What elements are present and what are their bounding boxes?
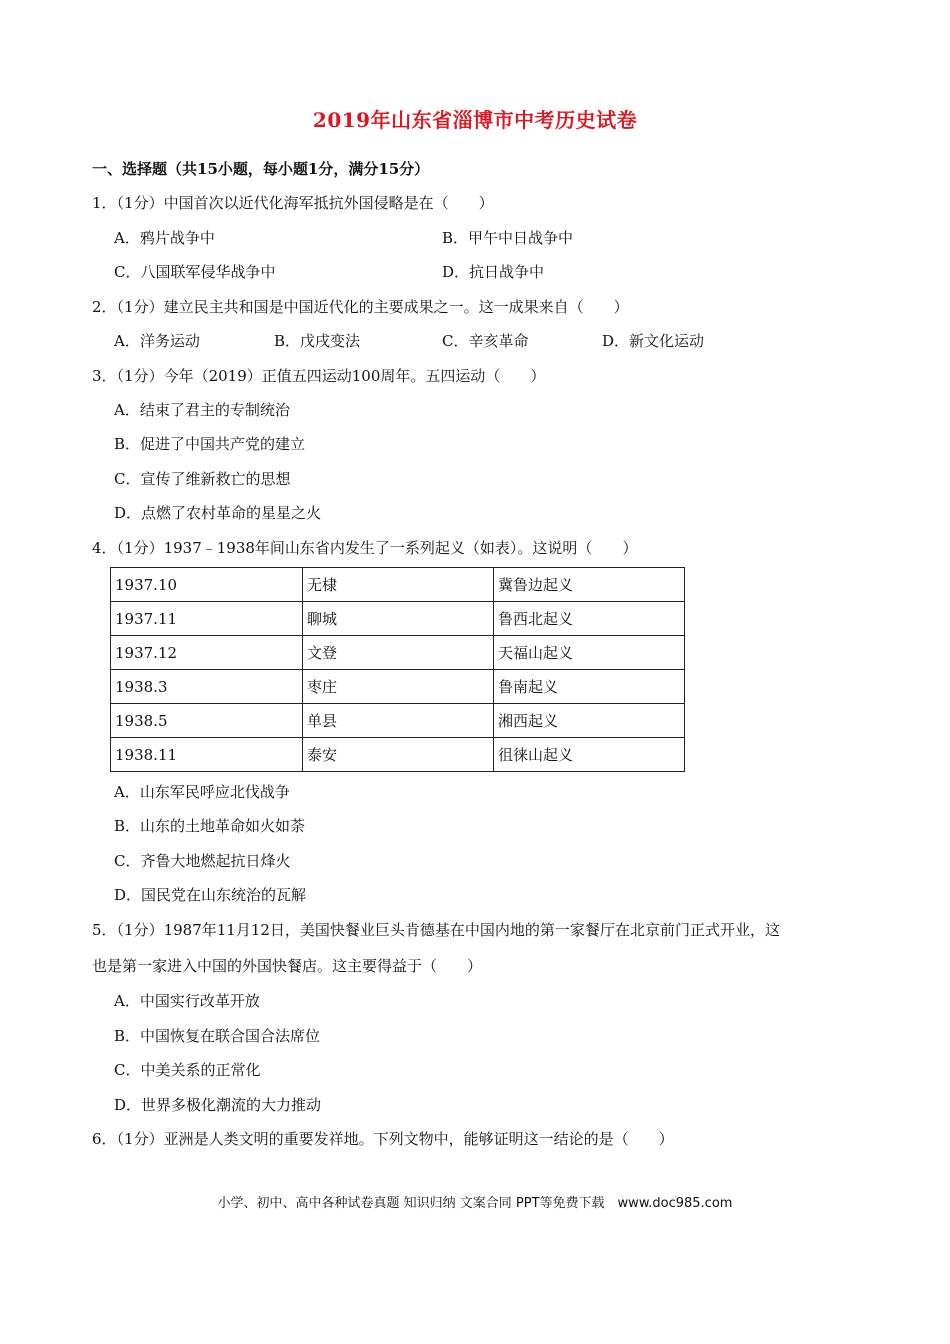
question-4-option-b: B．山东的土地革命如火如荼	[114, 817, 306, 835]
question-3-option-d: D．点燃了农村革命的星星之火	[114, 504, 322, 522]
question-2-option-d: D．新文化运动	[602, 332, 705, 350]
question-5-option-b: B．中国恢复在联合国合法席位	[114, 1027, 321, 1045]
table-cell-date: 1937.12	[111, 636, 303, 670]
table-cell-date: 1938.11	[111, 738, 303, 772]
table-cell-place: 泰安	[303, 738, 494, 772]
question-3-stem: 3．（1分）今年（2019）正值五四运动100周年。五四运动（ ）	[92, 367, 546, 385]
question-4-option-d: D．国民党在山东统治的瓦解	[114, 886, 307, 904]
table-row	[111, 704, 685, 738]
question-5-option-c: C．中美关系的正常化	[114, 1061, 261, 1079]
table-cell-event: 徂徕山起义	[494, 738, 685, 772]
question-5-option-a: A．中国实行改革开放	[114, 992, 260, 1010]
question-1-stem: 1．（1分）中国首次以近代化海军抵抗外国侵略是在（ ）	[92, 194, 494, 212]
question-2-option-c: C．辛亥革命	[442, 332, 529, 350]
question-5-stem-line-2: 也是第一家进入中国的外国快餐店。这主要得益于（ ）	[92, 957, 483, 975]
question-1-option-d: D．抗日战争中	[442, 263, 545, 281]
table-cell-place: 聊城	[303, 602, 494, 636]
page-footer: 小学、初中、高中各种试卷真题 知识归纳 文案合同 PPT等免费下载 www.doc985.com	[217, 1196, 733, 1211]
table-cell-date: 1938.3	[111, 670, 303, 704]
table-cell-date: 1937.10	[111, 568, 303, 602]
table-row	[111, 636, 685, 670]
question-1-option-a: A．鸦片战争中	[114, 229, 215, 247]
question-3-option-c: C．宣传了维新救亡的思想	[114, 470, 291, 488]
table-cell-place: 枣庄	[303, 670, 494, 704]
table-cell-event: 湘西起义	[494, 704, 685, 738]
question-2-option-b: B．戊戌变法	[274, 332, 361, 350]
table-cell-date: 1938.5	[111, 704, 303, 738]
question-4-stem: 4．（1分）1937﹣1938年间山东省内发生了一系列起义（如表）。这说明（ ）	[92, 539, 638, 557]
question-3-option-a: A．结束了君主的专制统治	[114, 401, 290, 419]
table-cell-event: 冀鲁边起义	[494, 568, 685, 602]
question-5-stem-line-1: 5．（1分）1987年11月12日，美国快餐业巨头肯德基在中国内地的第一家餐厅在北京前门正式开业，这	[92, 921, 780, 939]
question-4-option-a: A．山东军民呼应北伐战争	[114, 783, 290, 801]
question-1-option-b: B．甲午中日战争中	[442, 229, 574, 247]
question-2-option-a: A．洋务运动	[114, 332, 200, 350]
table-cell-place: 单县	[303, 704, 494, 738]
question-6-stem: 6．（1分）亚洲是人类文明的重要发祥地。下列文物中，能够证明这一结论的是（ ）	[92, 1130, 674, 1148]
table-cell-event: 天福山起义	[494, 636, 685, 670]
question-4-option-c: C．齐鲁大地燃起抗日烽火	[114, 852, 291, 870]
question-5-option-d: D．世界多极化潮流的大力推动	[114, 1096, 322, 1114]
uprisings-table	[110, 567, 685, 772]
table-cell-place: 文登	[303, 636, 494, 670]
page-title: 2019年山东省淄博市中考历史试卷	[312, 108, 638, 132]
table-row	[111, 738, 685, 772]
table-row	[111, 602, 685, 636]
section-heading: 一、选择题（共15小题，每小题1分，满分15分）	[92, 160, 430, 178]
question-3-option-b: B．促进了中国共产党的建立	[114, 435, 306, 453]
question-2-stem: 2．（1分）建立民主共和国是中国近代化的主要成果之一。这一成果来自（ ）	[92, 298, 629, 316]
table-cell-event: 鲁西北起义	[494, 602, 685, 636]
table-row	[111, 670, 685, 704]
table-cell-date: 1937.11	[111, 602, 303, 636]
table-row	[111, 568, 685, 602]
question-1-option-c: C．八国联军侵华战争中	[114, 263, 276, 281]
table-cell-place: 无棣	[303, 568, 494, 602]
table-cell-event: 鲁南起义	[494, 670, 685, 704]
